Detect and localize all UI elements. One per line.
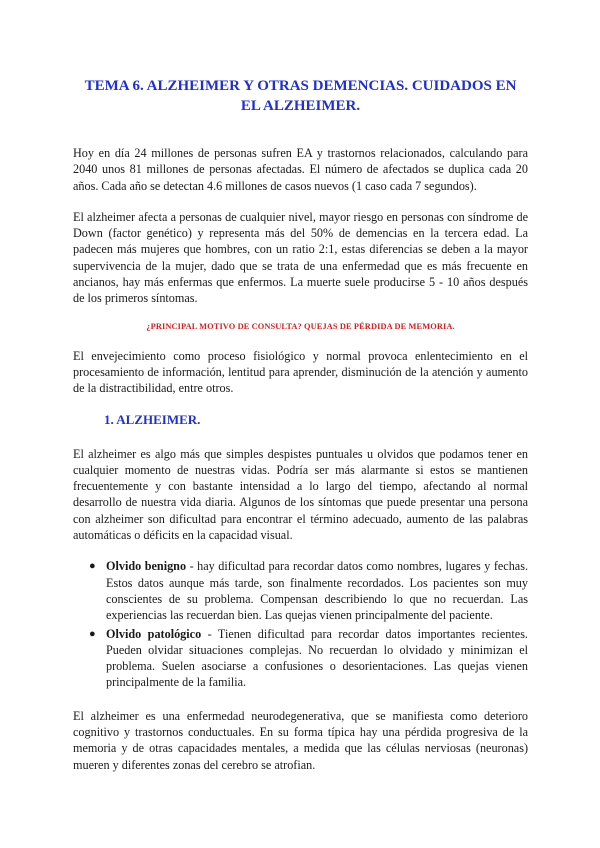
paragraph-statistics: Hoy en día 24 millones de personas sufren EA y trastornos relacionados, calculando para 2040 unos 81 millones de personas afectadas. El número de afectados se duplica cada 20 años. Cada año se detectan 4.6 millones de casos nuevos (1 caso cada 7 segundos). [73, 146, 528, 193]
list-item-pathological [89, 626, 528, 691]
section-heading-alzheimer: 1. ALZHEIMER. [104, 411, 201, 427]
list-item-text: - Tienen dificultad para recordar datos importantes recientes. Pueden olvidar situaciones complejas. No recuerdan lo olvidado y minimizan el problema. Suelen asociarse a confusiones o desorientaciones. Las quejas vienen principalmente de la familia. [106, 626, 528, 690]
forgetfulness-list [73, 558, 528, 690]
paragraph-alzheimer-intro: El alzheimer es algo más que simples despistes puntuales u olvidos que podamos tener en cualquier momento de nuestras vidas. Podría ser más alarmante si estos se mantienen frecuentemente y con bastante intensidad a lo largo del tiempo, afectando al normal desarrollo de nuestra vida diaria. Algunos de los síntomas que puede presentar una persona con alzheimer son dificultad para encontrar el término adecuado, aumento de las palabras automáticas o déficits en la capacidad visual. [73, 446, 528, 543]
document-page [73, 76, 528, 788]
page-title: TEMA 6. ALZHEIMER Y OTRAS DEMENCIAS. CUIDADOS EN EL ALZHEIMER. [84, 78, 517, 114]
bullet-icon: ● [89, 560, 96, 573]
paragraph-risk-factors: El alzheimer afecta a personas de cualquier nivel, mayor riesgo en personas con síndrome de Down (factor genético) y representa más del 50% de demencias en la tercera edad. La padecen más mujeres que hombres, con un ratio 2:1, estas diferencias se deben a la mayor supervivencia de la mujer, dado que se trata de una enfermedad que es más frecuente en ancianos, hay más enfermas que enfermos. La muerte suele producirse 5 - 10 años después de los primeros síntomas. [73, 209, 528, 306]
paragraph-aging: El envejecimiento como proceso fisiológico y normal provoca enlentecimiento en el procesamiento de información, lentitud para aprender, disminución de la atención y aumento de la distractibilidad, entre otros. [73, 348, 528, 396]
bullet-icon: ● [89, 627, 96, 640]
list-item-benign [89, 558, 528, 623]
consultation-subheading: ¿PRINCIPAL MOTIVO DE CONSULTA? QUEJAS DE PÉRDIDA DE MEMORIA. [146, 321, 455, 331]
paragraph-neurodegenerative: El alzheimer es una enfermedad neurodegenerativa, que se manifiesta como deterioro cognitivo y trastornos conductuales. En su forma típica hay una pérdida progresiva de la memoria y de otras capacidades mentales, a medida que las células nerviosas (neuronas) mueren y diferentes zonas del cerebro se atrofian. [73, 708, 528, 772]
list-item-term: Olvido patológico [106, 626, 202, 641]
list-item-term: Olvido benigno [106, 559, 187, 574]
list-item-text: - hay dificultad para recordar datos como nombres, lugares y fechas. Estos datos aunque más tarde, son finalmente recordados. Los pacientes son muy conscientes de su problema. Compensan describiendo lo que no recuerdan. Las experiencias las recuerdan bien. Las quejas vienen principalmente del paciente. [106, 559, 528, 623]
